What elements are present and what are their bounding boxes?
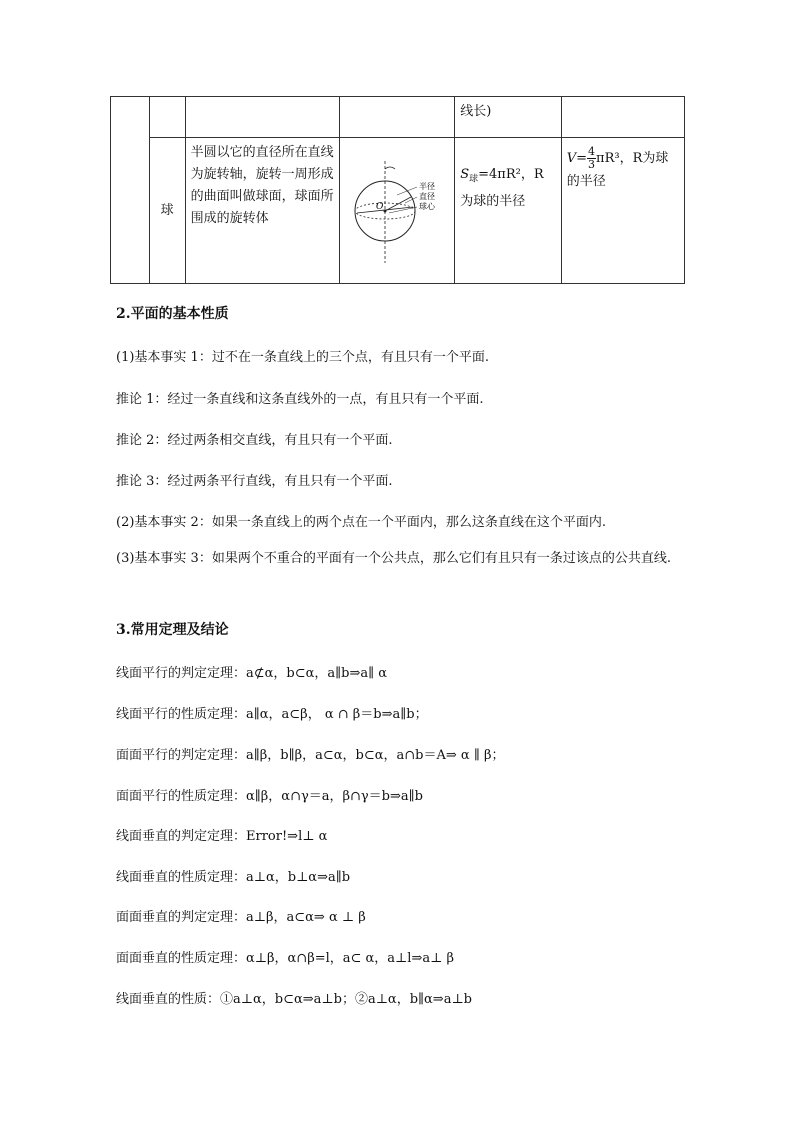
section-2-title: 2.平面的基本性质 bbox=[116, 306, 229, 322]
section-2-line: (1)基本事实 1：过不在一条直线上的三个点，有且只有一个平面. bbox=[116, 350, 489, 365]
sphere-diagram bbox=[345, 151, 449, 271]
table-row bbox=[111, 138, 685, 284]
sphere-definition: 半圆以它的直径所在直线为旋转轴，旋转一周形成的曲面叫做球面，球面所围成的旋转体 bbox=[190, 145, 334, 226]
volume-formula: πR³，R为球 bbox=[596, 151, 669, 166]
section-3-line: 面面平行的性质定理：α∥β，α∩γ＝a，β∩γ＝b⇒a∥b bbox=[116, 789, 423, 804]
area-subscript: 球 bbox=[469, 174, 479, 185]
sphere-name: 球 bbox=[160, 202, 174, 218]
volume-note: 的半径 bbox=[566, 174, 606, 189]
table-cell bbox=[149, 97, 185, 138]
area-formula: =4πR²，R bbox=[478, 167, 544, 182]
table-cell bbox=[185, 97, 340, 138]
section-3-line: 线面平行的判定定理：a⊄α，b⊂α，a∥b⇒a∥ α bbox=[116, 666, 388, 681]
volume-symbol: V= bbox=[566, 151, 588, 166]
section-2-line: 推论 3：经过两条平行直线，有且只有一个平面. bbox=[116, 474, 393, 489]
cell-text: 线长) bbox=[460, 104, 492, 119]
label-center: 球心 bbox=[419, 201, 436, 211]
volume-fraction bbox=[587, 146, 596, 171]
section-3-line: 面面平行的判定定理：a∥β，b∥β，a⊂α，b⊂α，a∩b＝A⇒ α ∥ β； bbox=[116, 748, 505, 763]
section-2-line: 推论 1：经过一条直线和这条直线外的一点，有且只有一个平面. bbox=[116, 392, 484, 407]
area-note: 为球的半径 bbox=[460, 193, 526, 209]
table-row bbox=[111, 97, 685, 138]
sphere-volume-cell bbox=[561, 138, 684, 284]
area-symbol: S bbox=[460, 167, 470, 182]
label-radius: 半径 bbox=[419, 181, 436, 191]
section-2-line: (2)基本事实 2：如果一条直线上的两个点在一个平面内，那么这条直线在这个平面内. bbox=[116, 515, 606, 530]
sphere-name-cell bbox=[149, 138, 185, 284]
section-2-line: 推论 2：经过两条相交直线，有且只有一个平面. bbox=[116, 433, 393, 448]
table-cell bbox=[340, 97, 455, 138]
solid-geometry-table bbox=[110, 96, 685, 284]
section-3-line: 线面垂直的性质：①a⊥α，b⊂α⇒a⊥b；②a⊥α，b∥α⇒a⊥b bbox=[116, 992, 472, 1007]
section-3-line: 线面垂直的性质定理：a⊥α，b⊥α⇒a∥b bbox=[116, 870, 351, 885]
fraction-numerator: 4 bbox=[588, 145, 596, 158]
label-diameter: 直径 bbox=[419, 191, 436, 201]
sphere-area-cell bbox=[455, 138, 562, 284]
label-o: O bbox=[376, 201, 384, 212]
section-3-title: 3.常用定理及结论 bbox=[116, 622, 229, 638]
section-3-line: 线面垂直的判定定理：Error!⇒l⊥ α bbox=[116, 829, 328, 844]
table-cell bbox=[455, 97, 562, 138]
section-3-line: 面面垂直的性质定理：α⊥β，α∩β=l，a⊂ α，a⊥l⇒a⊥ β bbox=[116, 951, 454, 966]
section-2-line: (3)基本事实 3：如果两个不重合的平面有一个公共点，那么它们有且只有一条过该点的公共直线. bbox=[116, 551, 671, 566]
sphere-definition-cell bbox=[185, 138, 340, 284]
table-cell bbox=[561, 97, 684, 138]
fraction-denominator: 3 bbox=[588, 158, 596, 171]
table-cell bbox=[111, 97, 150, 284]
sphere-figure-cell bbox=[340, 138, 455, 284]
section-3-line: 面面垂直的判定定理：a⊥β，a⊂α⇒ α ⊥ β bbox=[116, 910, 366, 925]
section-3-line: 线面平行的性质定理：a∥α，a⊂β， α ∩ β＝b⇒a∥b； bbox=[116, 707, 428, 722]
